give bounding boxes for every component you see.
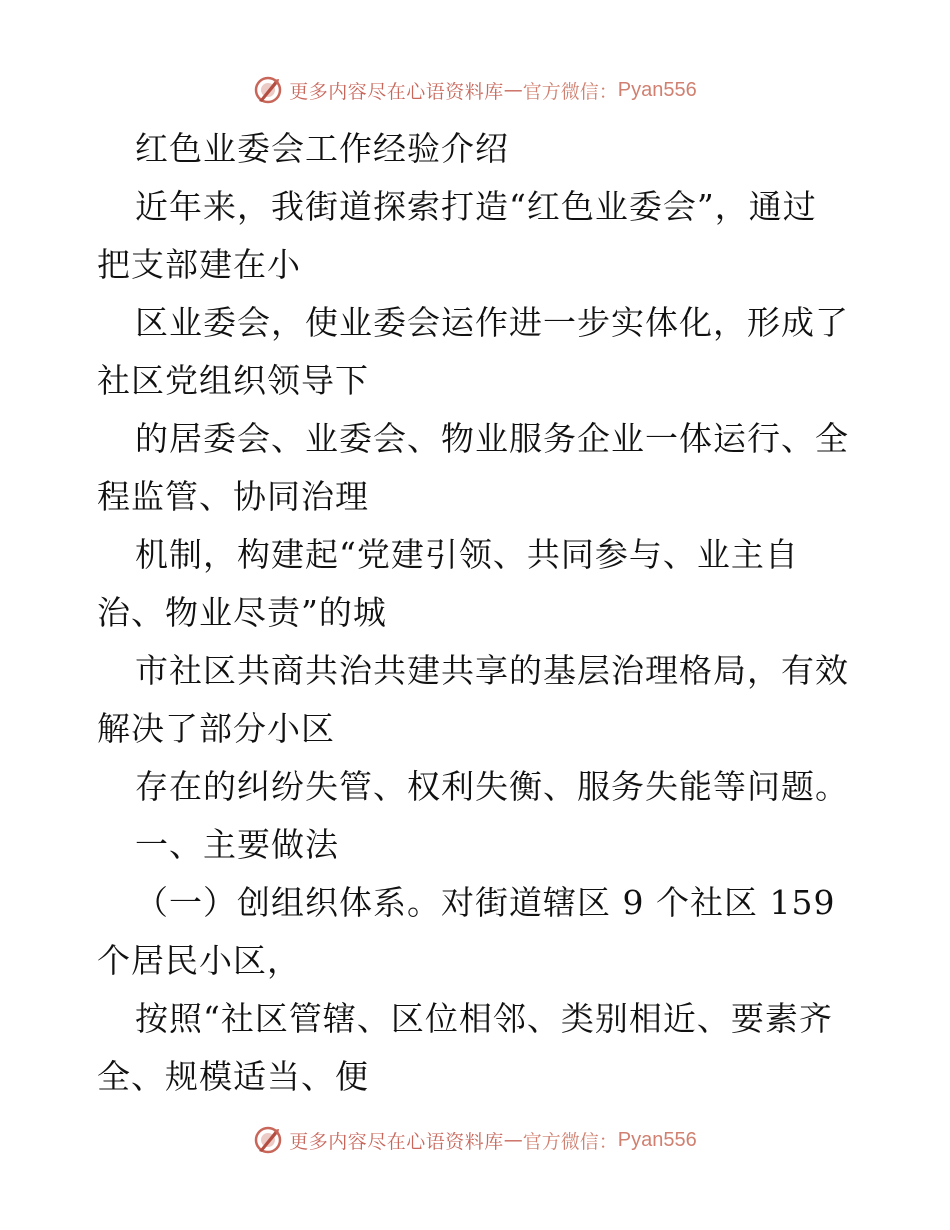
- banner-wechat-label: 官方微信：: [522, 1130, 618, 1153]
- paragraph-line: 机制，构建起“党建引领、共同参与、业主自: [135, 535, 799, 574]
- paragraph-line: 社区党组织领导下: [97, 361, 369, 400]
- feather-seal-icon: [253, 75, 283, 105]
- footer-banner-content: [253, 1125, 697, 1155]
- paragraph-line: 解决了部分小区: [97, 709, 335, 748]
- paragraph-line: 治、物业尽责”的城: [97, 593, 387, 632]
- header-banner: [0, 70, 950, 110]
- banner-site-name: 更多内容尽在心语资料库: [289, 80, 504, 103]
- banner-site-name: 更多内容尽在心语资料库: [289, 1130, 504, 1153]
- banner-wechat-handle: Pyan556: [617, 1128, 697, 1151]
- paragraph-line: 把支部建在小: [97, 245, 301, 284]
- feather-seal-icon: [253, 1125, 283, 1155]
- section-heading: 一、主要做法: [135, 825, 339, 864]
- paragraph-line: 的居委会、业委会、物业服务企业一体运行、全: [135, 419, 849, 458]
- paragraph-line: 区业委会，使业委会运作进一步实体化，形成了: [135, 303, 849, 342]
- paragraph-line: 全、规模适当、便: [97, 1057, 369, 1096]
- banner-wechat-handle: Pyan556: [617, 78, 697, 101]
- banner-wechat-label: 官方微信：: [522, 80, 618, 103]
- banner-dash: —: [503, 1129, 523, 1151]
- paragraph-line: （一）创组织体系。对街道辖区 9 个社区 159: [135, 883, 836, 922]
- document-title: 红色业委会工作经验介绍: [135, 129, 509, 168]
- paragraph-line: 存在的纠纷失管、权利失衡、服务失能等问题。: [135, 767, 849, 806]
- footer-banner: [0, 1120, 950, 1160]
- paragraph-line: 程监管、协同治理: [97, 477, 369, 516]
- paragraph-line: 按照“社区管辖、区位相邻、类别相近、要素齐: [135, 999, 833, 1038]
- header-banner-content: [253, 75, 697, 105]
- banner-dash: —: [503, 79, 523, 101]
- paragraph-line: 市社区共商共治共建共享的基层治理格局，有效: [135, 651, 849, 690]
- paragraph-line: 近年来，我街道探索打造“红色业委会”，通过: [135, 187, 817, 226]
- document-body: [97, 120, 857, 1106]
- paragraph-line: 个居民小区，: [97, 941, 301, 980]
